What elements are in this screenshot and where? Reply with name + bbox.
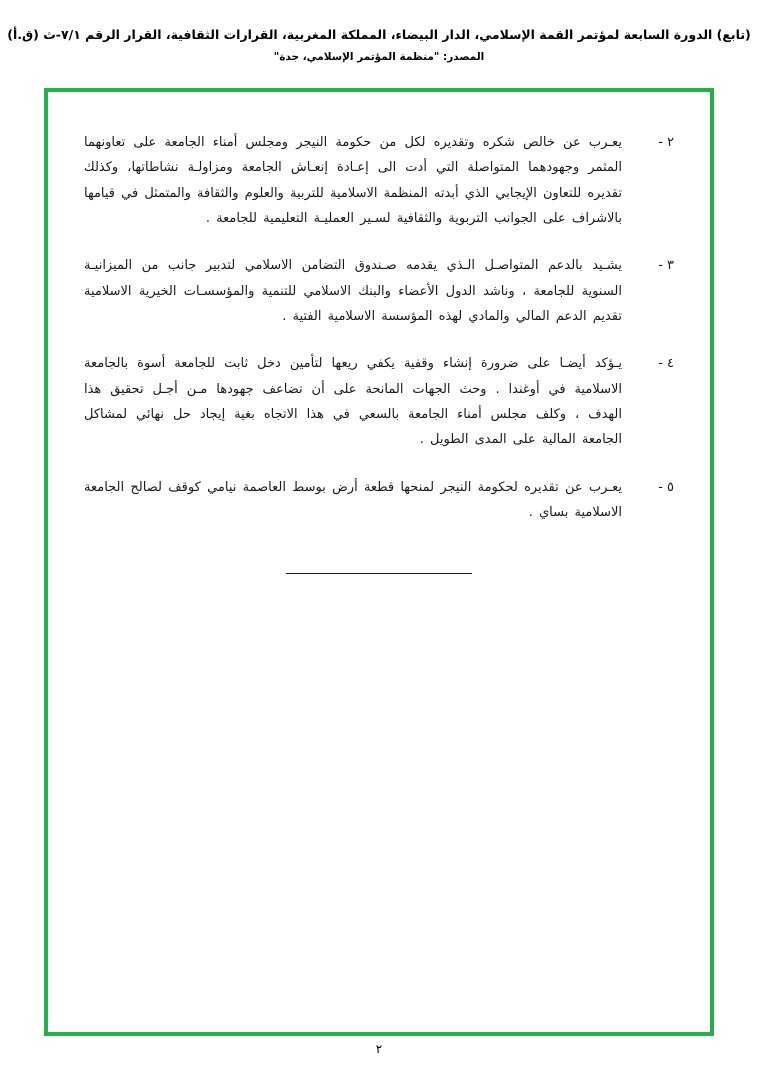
paragraph-item — [84, 253, 674, 329]
paragraph-text: يعـرب عن خالص شكره وتقديره لكل من حكومة النيجر ومجلس أمناء الجامعة على تعاونهما المثمر وجهودهما المتواصلة التي أدت الى إعـادة إنعـاش الجامعة ومزاولـة نشاطاتها، وكذلك تقديره للتعاون الإيجابي الذي أبدته المنظمة الاسلامية للتربية والعلوم والثقافة والمتمثل في قيامها بالاشراف على الجوانب التربوية والثقافية لسـير العمليـة التعليمية للجامعة . — [83, 135, 622, 227]
paragraph-item — [84, 130, 674, 231]
page-number: ٢ — [375, 1042, 383, 1056]
paragraph-text: يشـيد بالدعم المتواصـل الـذي يقدمه صـندوق التضامن الاسلامي لتدبير جانب من الميزانيـة السنوية للجامعة ، وناشد الدول الأعضاء والبنك الاسلامي للتنمية والمؤسسـات الخيرية الاسلامية تقديم الدعم المالي والمادي لهذه المؤسسة الاسلامية الفتية . — [84, 258, 622, 325]
section-separator — [84, 559, 674, 578]
header-source: المصدر: "منظمة المؤتمر الإسلامي، جدة" — [273, 50, 485, 63]
page-footer — [0, 1042, 758, 1056]
header-title: (تابع) الدورة السابعة لمؤتمر القمة الإسلامي، الدار البيضاء، المملكة المغربية، القرارات الثقافية، القرار الرقم ٧/١-ث (ق.أ) — [7, 27, 751, 42]
paragraph-item — [84, 351, 674, 452]
paragraph-marker: ٣ - — [658, 258, 674, 274]
horizontal-rule — [286, 573, 472, 574]
document-body — [84, 130, 674, 578]
paragraph-text: يعـرب عن تقديره لحكومة النيجر لمنحها قطعة أرض بوسط العاصمة نيامي كوقف لصالح الجامعة الاسلامية بساي . — [84, 479, 622, 521]
paragraph-marker: ٤ - — [658, 356, 674, 372]
paragraph-marker: ٢ - — [658, 135, 674, 150]
page-header — [0, 26, 758, 63]
paragraph-item — [84, 475, 674, 526]
paragraph-text: يـؤكد أيضـا على ضرورة إنشاء وقفية يكفي ريعها لتأمين دخل ثابت للجامعة أسوة بالجامعة الاسلامية في أوغندا . وحث الجهات المانحة على أن تضاعف جهودها مـن أجـل تحقيق هذا الهدف ، وكلف مجلس أمناء الجامعة بالسعي في هذا الاتجاه بغية إيجاد حل نهائي لمشاكل الجامعة المالية على المدى الطويل . — [84, 356, 622, 448]
paragraph-marker: ٥ - — [658, 479, 674, 495]
